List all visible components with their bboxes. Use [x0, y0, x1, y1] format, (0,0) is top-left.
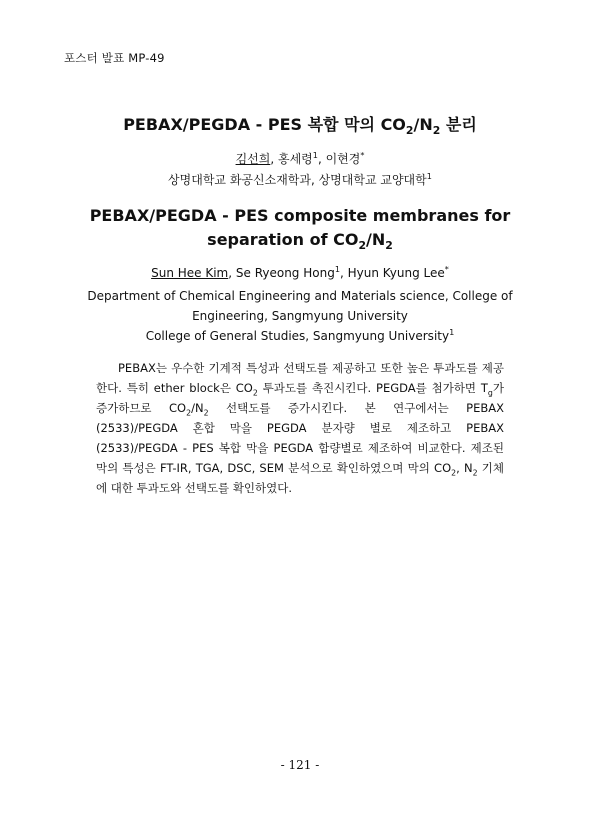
page-number: - 121 - [280, 758, 320, 772]
affiliation-korean: 상명대학교 화공신소재학과, 상명대학교 교양대학$^1$ [168, 171, 432, 187]
first-author-en: Sun Hee Kim [151, 266, 229, 280]
abstract-body: PEBAX는 우수한 기계적 특성과 선택도를 제공하고 또한 높은 투과도를 제공한다. 특히 ether block은 $CO_2$ 투과도를 촉진시킨다. PEGDA를 첨가하면 $T_g$가 증가하므로 $CO_2/N_2$ 선택도를 증가시킨다. 본 연구에서는 PEBAX (2533)/PEGDA 혼합 막을 PEGDA 분자량 별로 제조하고 PEBAX (2533)/PEGDA - PES 복합 막을 PEGDA 함량별로 제조하여 비교한다. 제조된 막의 특성은 FT-IR, TGA, DSC, SEM 분석으로 확인하였으며 막의 $CO_2$, $N_2$ 기체에 대한 투과도와 선택도를 확인하였다. [96, 361, 504, 495]
first-author-ko: 김선희 [235, 152, 271, 166]
authors-korean: 김선희, 홍세령$^1$, 이현경* [235, 150, 365, 166]
affiliation-english: Department of Chemical Engineering and Materials science, College of Engineering, Sangmyung University College of General Studies, Sangmyung University$^1$ [87, 289, 513, 343]
title-english: PEBAX/PEGDA - PES composite membranes for separation of $CO_2/N_2$ [89, 206, 511, 253]
authors-english: Sun Hee Kim, Se Ryeong Hong$^1$, Hyun Kyung Lee* [151, 264, 449, 280]
session-header: 포스터 발표 MP-49 [64, 51, 165, 65]
title-korean: PEBAX/PEGDA - PES 복합 막의 $CO_2/N_2$ 분리 [123, 115, 477, 138]
